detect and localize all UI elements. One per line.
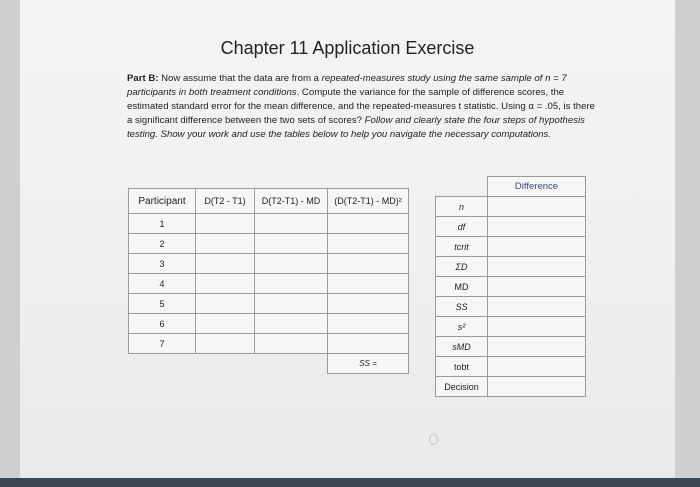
value-cell[interactable] xyxy=(488,277,586,297)
row-label-standard-error: sMD xyxy=(436,337,488,357)
deviation-cell[interactable] xyxy=(255,294,328,314)
d-cell[interactable] xyxy=(196,294,255,314)
row-label-md: MD xyxy=(436,277,488,297)
summary-row xyxy=(436,257,586,277)
squared-cell[interactable] xyxy=(328,274,409,294)
deviation-cell[interactable] xyxy=(255,334,328,354)
deviation-cell[interactable] xyxy=(255,214,328,234)
difference-scores-table xyxy=(128,188,409,374)
deviation-cell[interactable] xyxy=(255,254,328,274)
squared-cell[interactable] xyxy=(328,214,409,234)
deviation-cell[interactable] xyxy=(255,274,328,294)
deviation-cell[interactable] xyxy=(255,314,328,334)
d-cell[interactable] xyxy=(196,234,255,254)
header-difference: Difference xyxy=(488,177,586,197)
participant-number: 3 xyxy=(129,254,196,274)
row-label-sum-d: ΣD xyxy=(436,257,488,277)
value-cell[interactable] xyxy=(488,257,586,277)
squared-cell[interactable] xyxy=(328,314,409,334)
header-squared-deviation: (D(T2-T1) - MD)² xyxy=(328,189,409,214)
squared-cell[interactable] xyxy=(328,294,409,314)
summary-statistics-table xyxy=(435,176,586,397)
participant-number: 2 xyxy=(129,234,196,254)
table-row xyxy=(129,314,409,334)
bottom-taskbar-strip xyxy=(0,478,700,487)
header-d-minus-md: D(T2-T1) - MD xyxy=(255,189,328,214)
summary-row xyxy=(436,357,586,377)
summary-row xyxy=(436,197,586,217)
part-label: Part B: xyxy=(127,73,159,84)
table-row xyxy=(129,274,409,294)
d-cell[interactable] xyxy=(196,214,255,234)
empty-cell xyxy=(129,354,196,374)
row-label-tcrit: tcrit xyxy=(436,237,488,257)
d-cell[interactable] xyxy=(196,314,255,334)
row-label-variance: s² xyxy=(436,317,488,337)
document-page xyxy=(20,0,675,487)
table-header-row xyxy=(129,189,409,214)
table-row xyxy=(129,334,409,354)
participant-number: 1 xyxy=(129,214,196,234)
instructions-text-2: . Compute the variance for the sample of difference scores, the estimated standard error for the mean difference, and the repeated-measures t statistic. Using α = .05, is there a significant difference between the two sets of scores? xyxy=(127,87,595,126)
summary-row xyxy=(436,277,586,297)
instructions-paragraph xyxy=(127,72,597,142)
value-cell[interactable] xyxy=(488,337,586,357)
participant-number: 7 xyxy=(129,334,196,354)
d-cell[interactable] xyxy=(196,274,255,294)
summary-row xyxy=(436,377,586,397)
value-cell[interactable] xyxy=(488,217,586,237)
summary-row xyxy=(436,237,586,257)
summary-row xyxy=(436,297,586,317)
header-participant: Participant xyxy=(129,189,196,214)
table-row xyxy=(129,234,409,254)
value-cell[interactable] xyxy=(488,197,586,217)
summary-row xyxy=(436,217,586,237)
page-title: Chapter 11 Application Exercise xyxy=(220,38,475,58)
summary-row xyxy=(436,317,586,337)
table-row xyxy=(129,214,409,234)
summary-row xyxy=(436,337,586,357)
instructions-italic-1: repeated-measures study using the same sample of n = 7 participants in both treatment conditions xyxy=(127,73,567,98)
value-cell[interactable] xyxy=(488,377,586,397)
squared-cell[interactable] xyxy=(328,254,409,274)
value-cell[interactable] xyxy=(488,237,586,257)
ss-row xyxy=(129,354,409,374)
d-cell[interactable] xyxy=(196,334,255,354)
squared-cell[interactable] xyxy=(328,234,409,254)
instructions-text-1: Now assume that the data are from a xyxy=(158,73,322,84)
participant-number: 4 xyxy=(129,274,196,294)
row-label-tobt: tobt xyxy=(436,357,488,377)
ss-total-cell[interactable]: SS = xyxy=(328,354,409,374)
table-row xyxy=(129,254,409,274)
value-cell[interactable] xyxy=(488,317,586,337)
row-label-ss: SS xyxy=(436,297,488,317)
faint-circle-mark xyxy=(429,434,438,445)
empty-cell xyxy=(255,354,328,374)
deviation-cell[interactable] xyxy=(255,234,328,254)
participant-number: 5 xyxy=(129,294,196,314)
summary-header-row xyxy=(436,177,586,197)
empty-cell xyxy=(436,177,488,197)
instructions-italic-2: Follow and clearly state the four steps of hypothesis testing. Show your work and use the tables below to help you navigate the necessary computations. xyxy=(127,115,585,140)
participant-number: 6 xyxy=(129,314,196,334)
row-label-decision: Decision xyxy=(436,377,488,397)
value-cell[interactable] xyxy=(488,357,586,377)
d-cell[interactable] xyxy=(196,254,255,274)
header-d: D(T2 - T1) xyxy=(196,189,255,214)
squared-cell[interactable] xyxy=(328,334,409,354)
row-label-n: n xyxy=(436,197,488,217)
value-cell[interactable] xyxy=(488,297,586,317)
empty-cell xyxy=(196,354,255,374)
row-label-df: df xyxy=(436,217,488,237)
table-row xyxy=(129,294,409,314)
